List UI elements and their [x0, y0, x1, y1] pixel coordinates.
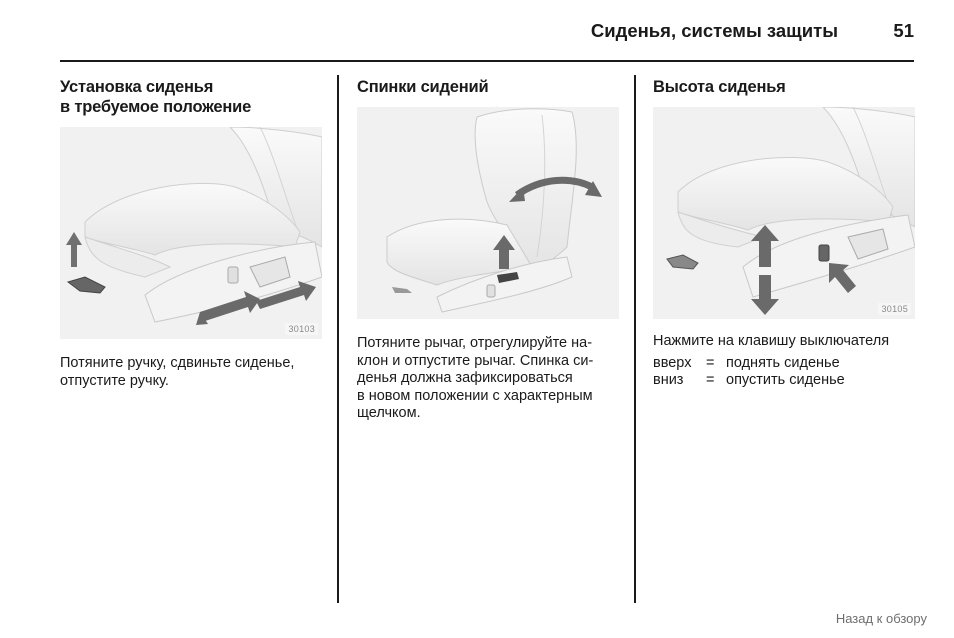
seat-height-adjust-icon [653, 107, 915, 319]
section-body: Потяните рычаг, отрегулируйте на- клон и отпустите рычаг. Спинка си- денья должна зафиксироваться в новом положении с характерным щелчком. [357, 335, 594, 421]
back-to-overview-link[interactable]: Назад к обзору [835, 611, 927, 626]
section-body: Потяните ручку, сдвиньте сиденье, отпустите ручку. [60, 355, 295, 389]
seat-backrest-illustration [357, 107, 619, 319]
seat-backrest-recline-icon [357, 107, 619, 319]
section-seat-position [60, 77, 322, 390]
section-heading: Спинки сидений [357, 78, 489, 96]
section-title: Сиденья, системы защиты [590, 20, 838, 41]
seat-height-illustration [653, 107, 915, 319]
seat-fore-aft-adjust-icon [60, 127, 322, 339]
table-row: вверх = поднять сиденье [653, 354, 840, 371]
figure-code: 30105 [878, 303, 911, 315]
table-row: вниз = опустить сиденье [653, 372, 845, 388]
section-body: Нажмите на клавишу выключателя вверх = поднять сиденье вниз = опустить сиденье [653, 333, 915, 390]
section-heading: Установка сиденья в требуемое положение [60, 78, 252, 116]
section-seat-height [653, 77, 915, 390]
switch-action-table [653, 355, 915, 390]
seat-fore-aft-illustration [60, 127, 322, 339]
column-divider [634, 75, 636, 603]
header-divider [60, 60, 914, 62]
figure-code: 30103 [285, 323, 318, 335]
section-heading: Высота сиденья [653, 78, 786, 96]
page-number: 51 [893, 20, 914, 41]
section-backrest [357, 77, 619, 423]
column-divider [337, 75, 339, 603]
